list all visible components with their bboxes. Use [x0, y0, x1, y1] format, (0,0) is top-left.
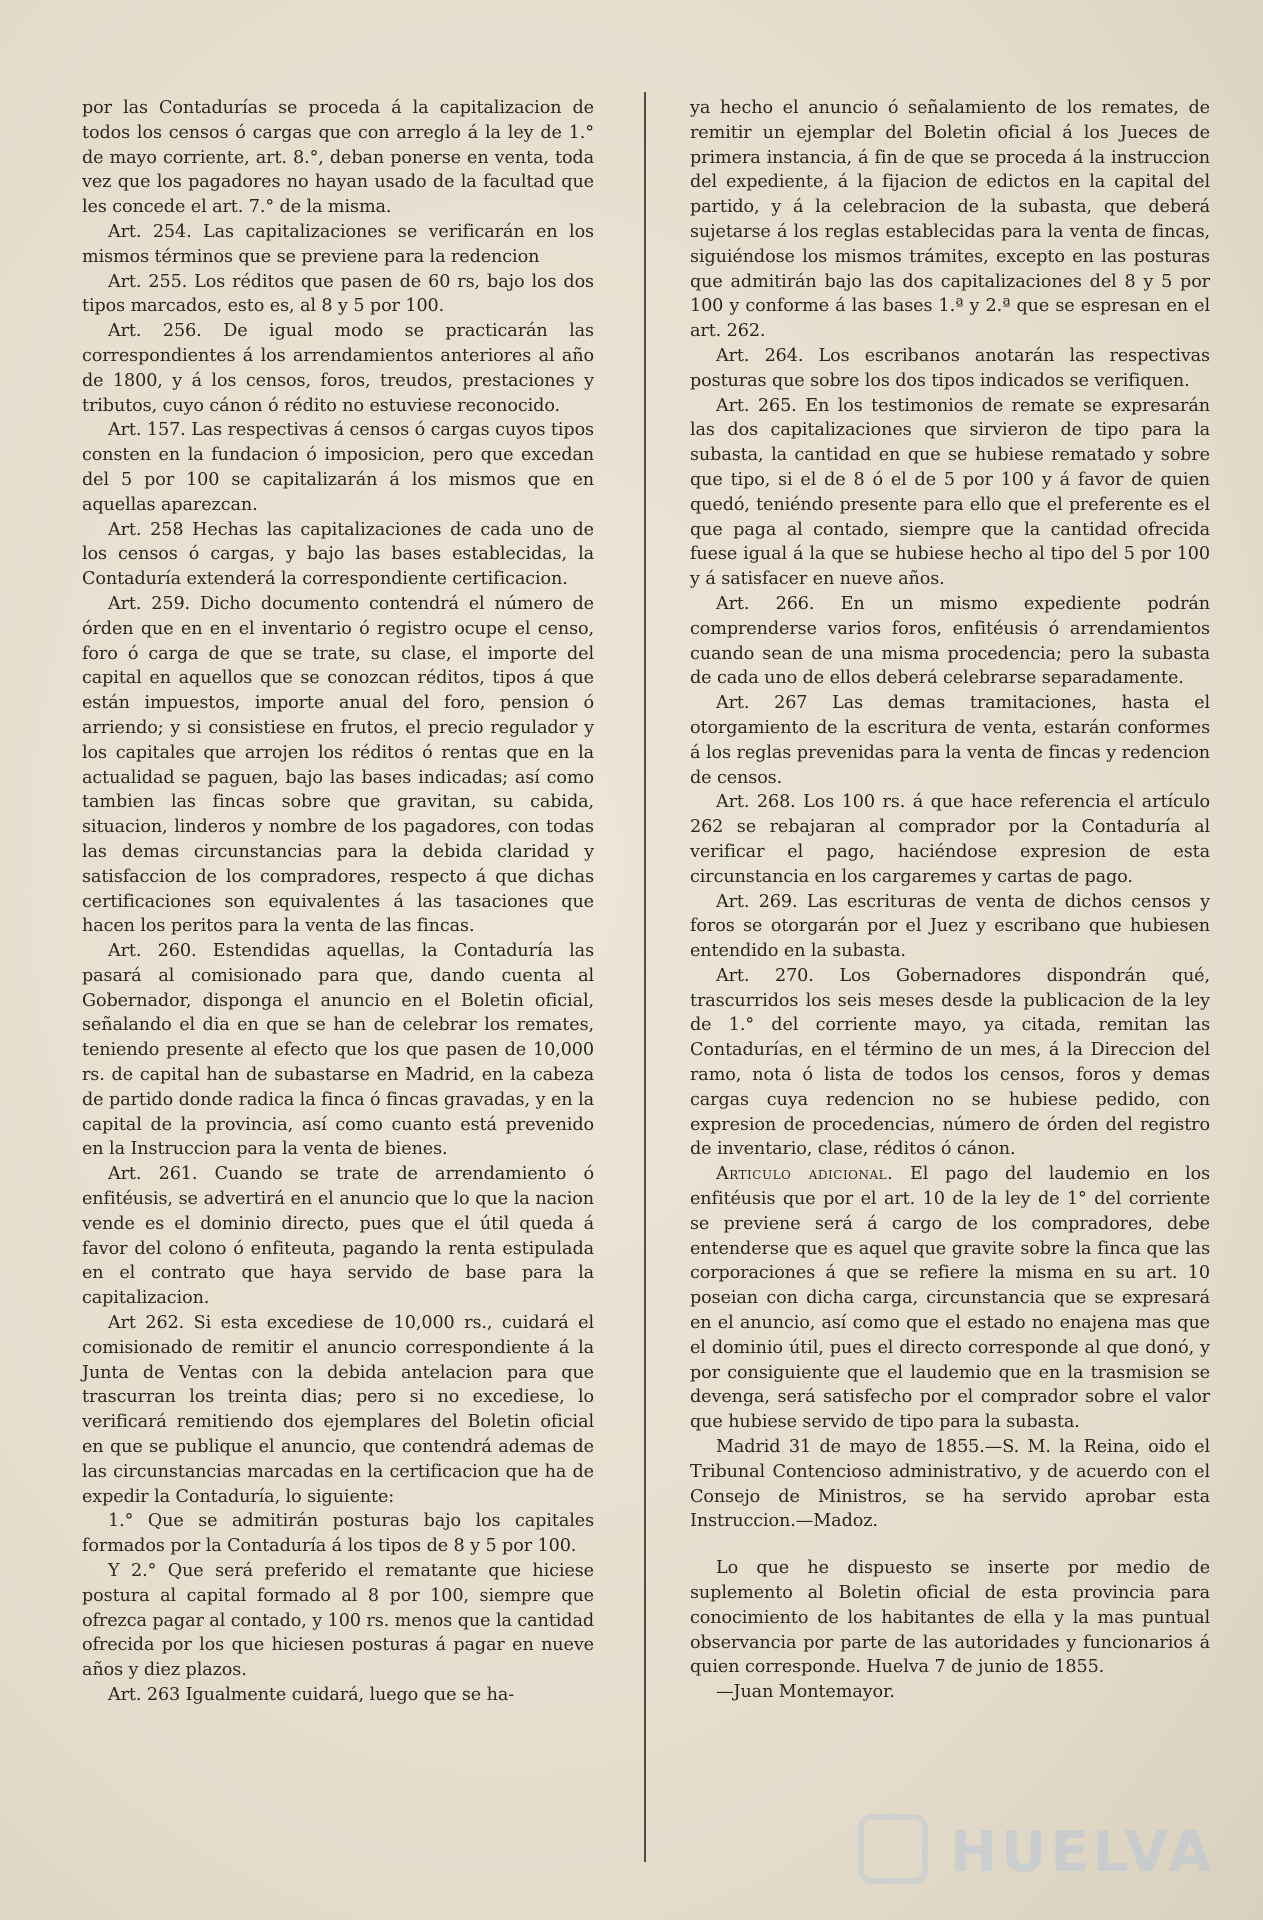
column-divider	[644, 92, 646, 1862]
paragraph-madrid: Madrid 31 de mayo de 1855.—S. M. la Reina, oido el Tribunal Contencioso administrativo, y de acuerdo con el Consejo de Ministros, se ha servido aprobar esta Instruccion.—Madoz.	[690, 1437, 1210, 1532]
paragraph-art-157: Art. 157. Las respectivas á censos ó cargas cuyos tipos consten en la fundacion ó imposicion, pero que excedan del 5 por 100 se capitalizarán á los mismos que en aquellas aparezcan.	[82, 420, 594, 515]
paragraph-art-258: Art. 258 Hechas las capitalizaciones de cada uno de los censos ó cargas, y bajo las bases establecidas, la Contaduría extenderá la correspondiente certificacion.	[82, 519, 594, 590]
paragraph-art-266: Art. 266. En un mismo expediente podrán comprenderse varios foros, enfitéusis ó arrendamientos cuando sean de una misma procedencia; pero la subasta de cada uno de ellos deberá celebrarse separadamente.	[690, 593, 1210, 689]
paragraph-art-263: Art. 263 Igualmente cuidará, luego que se ha-	[108, 1685, 515, 1705]
paragraph: ya hecho el anuncio ó señalamiento de los remates, de remitir un ejemplar del Boletin oficial á los Jueces de primera instancia, á fin de que se proceda á la instruccion del expediente, á la fijacion de edictos en la capital del partido, y á la celebracion de la subasta, que deberá sujetarse á los reglas establecidas para la venta de fincas, siguiéndose los mismos trámites, excepto en las posturas que admitirán bajo las dos capitalizaciones del 8 y 5 por 100 y conforme á las bases 1.ª y 2.ª que se espresan en el art. 262.	[690, 98, 1210, 342]
paragraph-art-267: Art. 267 Las demas tramitaciones, hasta el otorgamiento de la escritura de venta, estarán conformes á los reglas prevenidas para la venta de fincas y redencion de censos.	[690, 693, 1210, 788]
articulo-adicional-label: Articulo adicional.	[716, 1164, 894, 1185]
archive-watermark: HUELVA	[950, 1820, 1216, 1885]
paragraph-art-264: Art. 264. Los escribanos anotarán las respectivas posturas que sobre los dos tipos indicados se verifiquen.	[690, 345, 1210, 391]
paragraph-art-255: Art. 255. Los réditos que pasen de 60 rs, bajo los dos tipos marcados, esto es, al 8 y 5 por 100.	[82, 271, 594, 317]
paragraph-art-269: Art. 269. Las escrituras de venta de dichos censos y foros se otorgarán por el Juez y escribano que hubiesen entendido en la subasta.	[690, 891, 1210, 962]
paragraph-art-256: Art. 256. De igual modo se practicarán las correspondientes á los arrendamientos anteriores al año de 1800, y á los censos, foros, treudos, prestaciones y tributos, cuyo cánon ó rédito no estuviese reconocido.	[82, 321, 594, 416]
archive-logo-icon	[858, 1814, 928, 1884]
left-column	[82, 96, 594, 1708]
paragraph-art-268: Art. 268. Los 100 rs. á que hace referencia el artículo 262 se rebajaran al comprador por la Contaduría al verificar el pago, haciéndose expresion de esta circunstancia en los cargaremes y cartas de pago.	[690, 792, 1210, 887]
paragraph-art-265: Art. 265. En los testimonios de remate se expresarán las dos capitalizaciones que sirvieron de tipo para la subasta, la cantidad en que se hubiese rematado y sobre que tipo, si el de 8 ó el de 5 por 100 y á favor de quien quedó, teniéndo presente para ello que el preferente es el que paga al contado, siempre que la cantidad ofrecida fuese igual á la que se hubiese hecho al tipo del 5 por 100 y á satisfacer en nueve años.	[690, 395, 1210, 590]
paragraph-art-262: Art 262. Si esta excediese de 10,000 rs., cuidará el comisionado de remitir el anuncio correspondiente á la Junta de Ventas con la debida antelacion para que trascurran los treinta dias; pero si no excediese, lo verificará remitiendo dos ejemplares del Boletin oficial en que se publique el anuncio, que contendrá ademas de las circunstancias marcadas en la certificacion que ha de expedir la Contaduría, lo siguiente:	[82, 1313, 594, 1507]
paragraph-art-270: Art. 270. Los Gobernadores dispondrán qué, trascurridos los seis meses desde la publicacion de la ley de 1.° del corriente mayo, ya citada, remitan las Contadurías, en el término de un mes, á la Direccion del ramo, nota ó lista de todos los censos, foros y demas cargas cuya redencion no se hubiese pedido, con expresion de procedencias, número de órden del registro de inventario, clase, réditos ó cánon.	[690, 965, 1210, 1160]
articulo-adicional-text: El pago del laudemio en los enfitéusis que por el art. 10 de la ley de 1° del corriente se previene será á cargo de los compradores, debe entenderse que es aquel que gravite sobre la finca que las corporaciones á que se refiere la misma en su art. 10 poseian con dicha carga, circunstancia que se expresará en el anuncio, así como que el estado no enajena mas que el dominio útil, pues el directo corresponde al que donó, y por consiguiente que el laudemio que en la trasmision se devenga, será satisfecho por el comprador sobre el valor que hubiese servido de tipo para la subasta.	[690, 1164, 1210, 1433]
paragraph: por las Contadurías se proceda á la capitalizacion de todos los censos ó cargas que con arreglo á la ley de 1.° de mayo corriente, art. 8.°, deban ponerse en venta, toda vez que los pagadores no hayan usado de la facultad que les concede el art. 7.° de la misma.	[82, 98, 594, 218]
paragraph-art-254: Art. 254. Las capitalizaciones se verificarán en los mismos términos que se previene para la redencion	[82, 221, 594, 267]
paragraph-articulo-adicional	[690, 1162, 1210, 1435]
paragraph-huelva: Lo que he dispuesto se inserte por medio de suplemento al Boletin oficial de esta provincia para conocimiento de los habitantes de ella y la mas puntual observancia por parte de las autoridades y funcionarios á quien corresponde. Huelva 7 de junio de 1855.	[690, 1558, 1210, 1678]
paragraph-item-1: 1.° Que se admitirán posturas bajo los capitales formados por la Contaduría á los tipos de 8 y 5 por 100.	[82, 1511, 594, 1557]
paragraph-art-259: Art. 259. Dicho documento contendrá el número de órden que en en el inventario ó registro ocupe el censo, foro ó carga de que se trate, su clase, el importe del capital en aquellos que se conozcan réditos, tipos á que están impuestos, importe anual del foro, pension ó arriendo; y si consistiese en frutos, el precio regulador y los capitales que arrojen los réditos ó rentas que en la actualidad se paguen, bajo las bases indicadas; así como tambien las fincas sobre que gravitan, su cabida, situacion, linderos y nombre de los pagadores, con todas las demas circunstancias para la debida claridad y satisfaccion de los compradores, respecto á que dichas certificaciones son equivalentes á las tasaciones que hacen los peritos para la venta de las fincas.	[82, 593, 594, 937]
signature: —Juan Montemayor.	[716, 1682, 895, 1703]
right-column	[690, 96, 1210, 1705]
paragraph-art-260: Art. 260. Estendidas aquellas, la Contaduría las pasará al comisionado para que, dando cuenta al Gobernador, disponga el anuncio en el Boletin oficial, señalando el dia en que se han de celebrar los remates, teniendo presente al efecto que los que pasen de 10,000 rs. de capital han de subastarse en Madrid, en la cabeza de partido donde radica la finca ó fincas gravadas, y en la capital de la provincia, así como cuanto está prevenido en la Instruccion para la venta de bienes.	[82, 941, 594, 1160]
paragraph-item-2: Y 2.° Que será preferido el rematante que hiciese postura al capital formado al 8 por 100, siempre que ofrezca pagar al contado, y 100 rs. menos que la cantidad ofrecida por los que hiciesen posturas á pagar en nueve años y diez plazos.	[82, 1561, 594, 1681]
paragraph-art-261: Art. 261. Cuando se trate de arrendamiento ó enfitéusis, se advertirá en el anuncio que lo que la nacion vende es el dominio directo, pues que el útil queda á favor del colono ó enfiteuta, pagando la renta estipulada en el contrato que haya servido de base para la capitalizacion.	[82, 1164, 594, 1309]
